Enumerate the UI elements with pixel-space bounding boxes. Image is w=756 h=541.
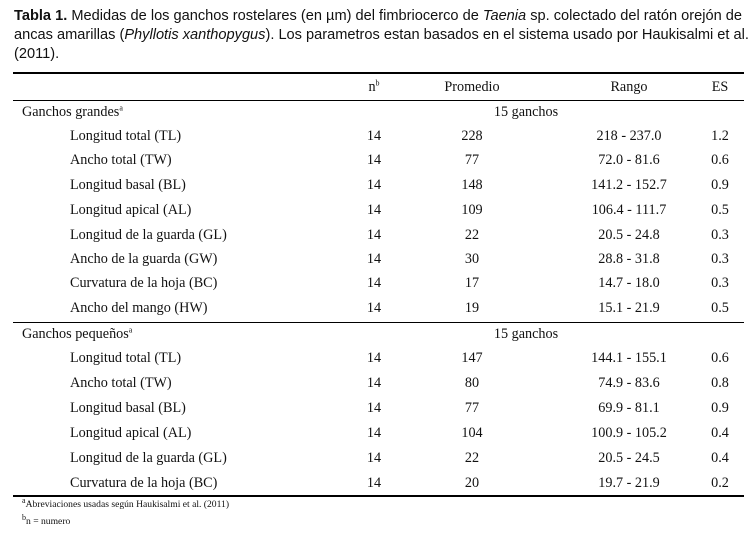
table-bottom-rule	[13, 495, 744, 497]
table-top-rule	[13, 72, 744, 74]
row-average: 30	[464, 251, 480, 267]
row-average: 22	[464, 450, 480, 466]
table-row	[0, 296, 756, 321]
row-label: Curvatura de la hoja (BC)	[70, 475, 218, 491]
row-label: Ancho del mango (HW)	[70, 300, 208, 316]
row-average: 148	[461, 177, 483, 193]
row-es: 0.5	[711, 300, 729, 316]
row-n: 14	[366, 177, 382, 193]
row-label: Longitud total (TL)	[70, 350, 182, 366]
caption-text-2: sp. colectado del ratón orejón de ancas amarillas (	[14, 8, 742, 43]
row-n: 14	[366, 375, 382, 391]
table-row	[0, 173, 756, 198]
row-n: 14	[366, 425, 382, 441]
row-label: Ancho total (TW)	[70, 152, 172, 168]
row-label: Longitud de la guarda (GL)	[70, 450, 227, 466]
row-label: Ancho de la guarda (GW)	[70, 251, 218, 267]
row-n: 14	[366, 400, 382, 416]
row-average: 20	[464, 475, 480, 491]
row-range: 20.5 - 24.8	[598, 227, 660, 243]
row-label: Longitud apical (AL)	[70, 425, 192, 441]
table-row	[0, 371, 756, 396]
row-average: 109	[461, 202, 483, 218]
row-range: 74.9 - 83.6	[598, 375, 660, 391]
row-average: 147	[461, 350, 483, 366]
caption-text-3: ). Los parametros estan basados en el sistema usado por Haukisalmi et al. (2011).	[14, 27, 749, 62]
row-range: 69.9 - 81.1	[598, 400, 660, 416]
row-es: 0.9	[711, 177, 729, 193]
row-es: 0.6	[711, 152, 729, 168]
section-count: 15 ganchos	[493, 104, 559, 120]
caption-genus: Taenia	[482, 8, 527, 24]
row-range: 14.7 - 18.0	[598, 275, 660, 291]
table-header-row	[0, 75, 756, 100]
row-n: 14	[366, 227, 382, 243]
table-row	[0, 124, 756, 149]
row-range: 19.7 - 21.9	[598, 475, 660, 491]
caption-label: Tabla 1.	[14, 8, 68, 24]
table-row	[0, 396, 756, 421]
table-row	[0, 421, 756, 446]
row-es: 0.4	[711, 450, 729, 466]
table-row	[0, 446, 756, 471]
section-row-large	[0, 100, 756, 125]
row-n: 14	[366, 128, 382, 144]
row-average: 22	[464, 227, 480, 243]
row-es: 0.2	[711, 475, 729, 491]
row-n: 14	[366, 475, 382, 491]
table-row	[0, 471, 756, 496]
footnote-b: $^b$n = numero	[22, 512, 71, 527]
row-average: 80	[464, 375, 480, 391]
header-n: $n^b$	[368, 78, 380, 95]
row-n: 14	[366, 450, 382, 466]
row-n: 14	[366, 152, 382, 168]
row-es: 0.3	[711, 275, 729, 291]
row-es: 0.9	[711, 400, 729, 416]
table-caption	[14, 7, 750, 64]
row-range: 144.1 - 155.1	[591, 350, 667, 366]
section-row-small	[0, 322, 756, 347]
table-row	[0, 346, 756, 371]
row-label: Longitud apical (AL)	[70, 202, 192, 218]
row-average: 104	[461, 425, 483, 441]
row-es: 1.2	[711, 128, 729, 144]
row-es: 0.3	[711, 227, 729, 243]
row-es: 0.8	[711, 375, 729, 391]
row-range: 20.5 - 24.5	[598, 450, 660, 466]
table-row	[0, 198, 756, 223]
header-average: Promedio	[444, 79, 500, 95]
row-n: 14	[366, 350, 382, 366]
row-range: 100.9 - 105.2	[591, 425, 667, 441]
header-range: Rango	[610, 79, 648, 95]
row-es: 0.6	[711, 350, 729, 366]
row-label: Ancho total (TW)	[70, 375, 172, 391]
row-range: 106.4 - 111.7	[591, 202, 667, 218]
row-average: 77	[464, 152, 480, 168]
header-es: ES	[711, 79, 729, 95]
row-n: 14	[366, 202, 382, 218]
row-es: 0.3	[711, 251, 729, 267]
row-label: Longitud total (TL)	[70, 128, 182, 144]
row-range: 15.1 - 21.9	[598, 300, 660, 316]
row-label: Curvatura de la hoja (BC)	[70, 275, 218, 291]
row-label: Longitud basal (BL)	[70, 400, 186, 416]
row-average: 17	[464, 275, 480, 291]
row-n: 14	[366, 300, 382, 316]
row-label: Longitud de la guarda (GL)	[70, 227, 227, 243]
table-row	[0, 223, 756, 248]
footnote-a: $^a$Abreviaciones usadas según Haukisalmi et al. (2011)	[22, 495, 230, 510]
row-average: 77	[464, 400, 480, 416]
row-range: 141.2 - 152.7	[591, 177, 667, 193]
row-range: 218 - 237.0	[596, 128, 662, 144]
table-row	[0, 148, 756, 173]
row-range: 28.8 - 31.8	[598, 251, 660, 267]
table-row	[0, 247, 756, 272]
row-range: 72.0 - 81.6	[598, 152, 660, 168]
caption-text-1: Medidas de los ganchos rostelares (en µm) del fimbriocerco de	[67, 8, 483, 24]
row-label: Longitud basal (BL)	[70, 177, 186, 193]
row-es: 0.5	[711, 202, 729, 218]
caption-species: Phyllotis xanthopygus	[124, 27, 266, 43]
section-title: Ganchos grandes$^a$	[22, 103, 123, 120]
row-es: 0.4	[711, 425, 729, 441]
row-average: 228	[461, 128, 483, 144]
section-title: Ganchos pequeños$^a$	[22, 325, 133, 342]
section-count: 15 ganchos	[493, 326, 559, 342]
row-n: 14	[366, 275, 382, 291]
table-row	[0, 271, 756, 296]
row-n: 14	[366, 251, 382, 267]
row-average: 19	[464, 300, 480, 316]
